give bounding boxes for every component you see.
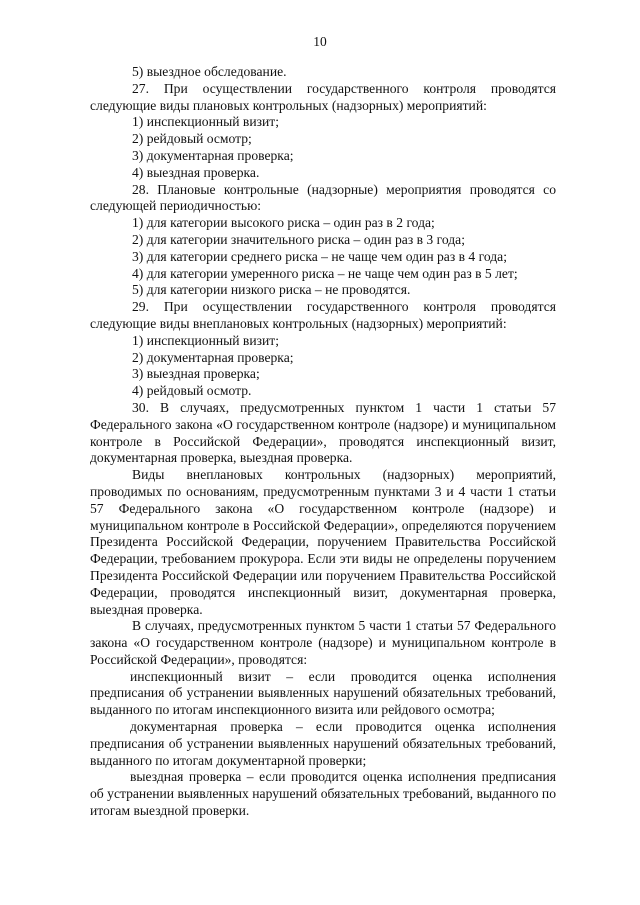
- paragraph: документарная проверка – если проводится оценка исполнения предписания об устранении выявленных нарушений обязательных требований, выданного по итогам документарной проверки;: [90, 719, 556, 768]
- list-item: 3) выездная проверка;: [132, 366, 260, 382]
- paragraph: 27. При осуществлении государственного контроля проводятся следующие виды плановых контрольных (надзорных) мероприятий:: [90, 80, 556, 113]
- list-item: 3) для категории среднего риска – не чаще чем один раз в 4 года;: [132, 248, 507, 264]
- list-item: 1) инспекционный визит;: [132, 332, 279, 348]
- paragraph: 30. В случаях, предусмотренных пунктом 1 части 1 статьи 57 Федерального закона «О государственном контроле (надзоре) и муниципальном контроле в Российской Федерации», проводятся инспекционный визит, документарная проверка, выездная проверка.: [90, 399, 556, 466]
- list-item: 1) инспекционный визит;: [132, 114, 279, 130]
- paragraph: выездная проверка – если проводится оценка исполнения предписания об устранении выявленных нарушений обязательных требований, выданного по итогам выездной проверки.: [90, 769, 556, 819]
- list-item: 1) для категории высокого риска – один раз в 2 года;: [132, 215, 435, 231]
- list-item: 2) для категории значительного риска – один раз в 3 года;: [132, 231, 465, 247]
- list-item: 4) рейдовый осмотр.: [132, 383, 252, 399]
- paragraph: инспекционный визит – если проводится оценка исполнения предписания об устранении выявленных нарушений обязательных требований, выданного по итогам инспекционного визита или рейдового осмотра;: [90, 668, 556, 718]
- page-number: 10: [313, 34, 327, 49]
- list-item: 3) документарная проверка;: [132, 147, 294, 163]
- paragraph: 28. Плановые контрольные (надзорные) мероприятия проводятся со следующей периодичностью:: [90, 181, 556, 214]
- paragraph: В случаях, предусмотренных пунктом 5 части 1 статьи 57 Федерального закона «О государственном контроле (надзоре) и муниципальном контроле в Российской Федерации», проводятся:: [90, 618, 556, 667]
- paragraph: Виды внеплановых контрольных (надзорных) мероприятий, проводимых по основаниям, предусмотренным пунктами 3 и 4 части 1 статьи 57 Федерального закона «О государственном контроле (надзоре) и муниципальном контроле в Российской Федерации», определяются поручением Президента Российской Федерации, поручением Правительства Российской Федерации, требованием прокурора. Если эти виды не определены поручением Президента Российской Федерации или поручением Правительства Российской Федерации, проводятся инспекционный визит, документарная проверка, выездная проверка.: [90, 467, 556, 617]
- list-item: 2) документарная проверка;: [132, 349, 294, 365]
- paragraph: 29. При осуществлении государственного контроля проводятся следующие виды внеплановых контрольных (надзорных) мероприятий:: [90, 299, 556, 331]
- list-item: 4) для категории умеренного риска – не чаще чем один раз в 5 лет;: [132, 265, 518, 281]
- list-item: 5) для категории низкого риска – не проводятся.: [132, 282, 411, 298]
- document-body: [90, 64, 556, 820]
- list-item: 5) выездное обследование.: [132, 64, 287, 79]
- list-item: 2) рейдовый осмотр;: [132, 131, 252, 147]
- list-item: 4) выездная проверка.: [132, 164, 260, 180]
